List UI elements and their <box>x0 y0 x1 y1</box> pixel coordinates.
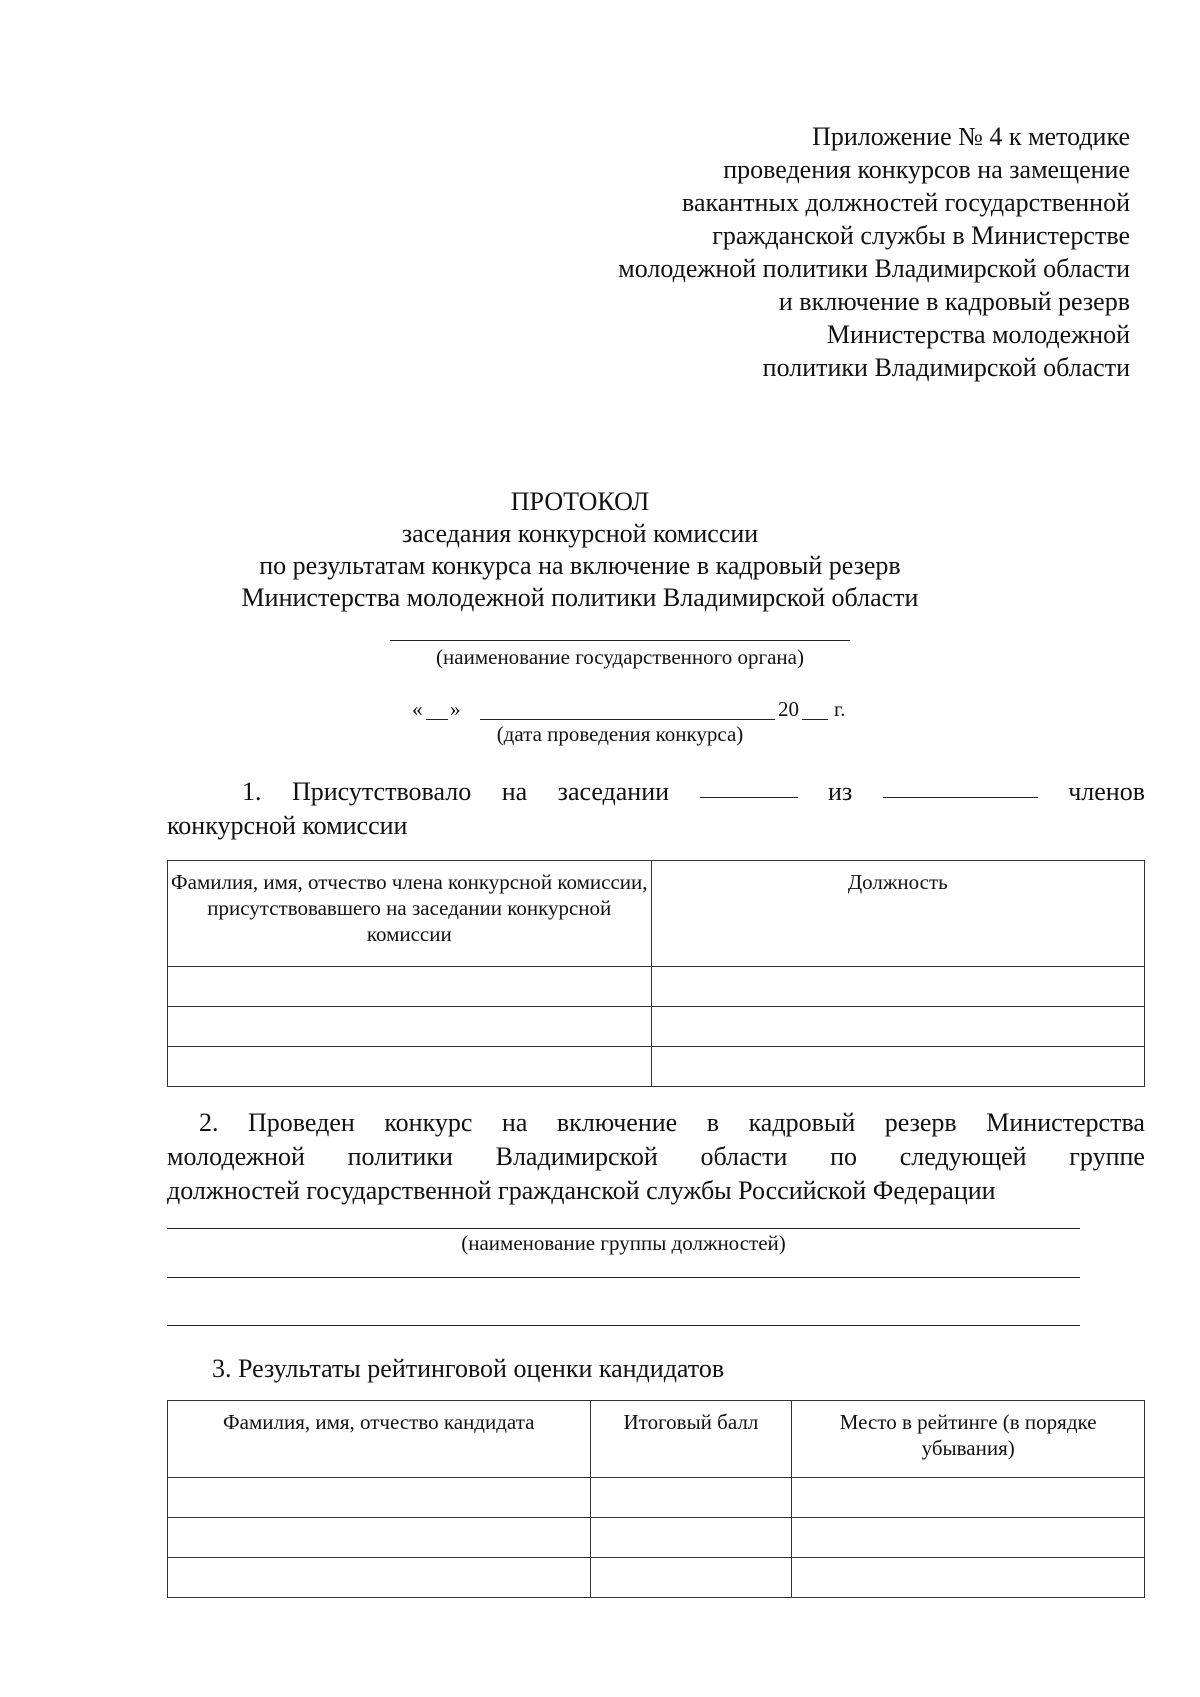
protocol-heading: ПРОТОКОЛ <box>510 487 650 516</box>
section-2-line-3: должностей государственной гражданской службы Российской Федерации <box>167 1176 996 1205</box>
word: политики <box>347 1142 453 1171</box>
section-3-title: 3. Результаты рейтинговой оценки кандидатов <box>212 1354 725 1383</box>
title-line: Министерства молодежной политики Владимирской области <box>241 583 919 612</box>
column-header: Фамилия, имя, отчество кандидата <box>168 1401 591 1478</box>
table-cell <box>168 967 652 1007</box>
table-cell <box>792 1518 1145 1558</box>
protocol-title <box>200 486 960 614</box>
appendix-line: молодежной политики Владимирской области <box>618 254 1130 283</box>
column-header: Итоговый балл <box>590 1401 792 1478</box>
position-group-line <box>167 1325 1080 1326</box>
month-blank <box>480 697 775 720</box>
word: в <box>706 1108 720 1137</box>
word: резерв <box>884 1108 957 1137</box>
appendix-line: Министерства молодежной <box>826 320 1130 349</box>
table-cell <box>651 1007 1144 1047</box>
column-header: Место в рейтинге (в порядке убывания) <box>792 1401 1145 1478</box>
organ-name-caption: (наименование государственного органа) <box>436 645 804 669</box>
table-row <box>168 1558 1145 1598</box>
appendix-reference <box>490 120 1130 384</box>
section-1 <box>167 775 1145 843</box>
title-line: заседания конкурсной комиссии <box>401 519 759 548</box>
word: группе <box>1069 1142 1145 1171</box>
day-blank <box>426 697 448 720</box>
table-cell <box>590 1478 792 1518</box>
date-open-quote: « <box>412 697 423 721</box>
appendix-line: проведения конкурсов на замещение <box>723 155 1130 184</box>
section-2-line-1 <box>167 1106 1145 1140</box>
appendix-line: и включение в кадровый резерв <box>778 287 1130 316</box>
table-cell <box>168 1558 591 1598</box>
word: Присутствовало <box>291 777 472 806</box>
word: на <box>501 777 528 806</box>
column-header: Должность <box>651 861 1144 967</box>
table-header-row <box>168 1401 1145 1478</box>
year-blank <box>802 697 828 720</box>
word: молодежной <box>167 1142 305 1171</box>
commission-members-table <box>167 860 1145 1087</box>
table-cell <box>590 1558 792 1598</box>
word: кадровый <box>748 1108 856 1137</box>
position-group-line <box>167 1228 1080 1229</box>
appendix-line: гражданской службы в Министерстве <box>712 221 1130 250</box>
word: Владимирской <box>495 1142 658 1171</box>
appendix-line: вакантных должностей государственной <box>682 188 1130 217</box>
candidate-rating-table <box>167 1400 1145 1598</box>
title-line: по результатам конкурса на включение в кадровый резерв <box>259 551 901 580</box>
table-row <box>168 1007 1145 1047</box>
table-cell <box>168 1478 591 1518</box>
table-cell <box>168 1047 652 1087</box>
date-close-quote: » <box>450 697 461 721</box>
section-2-line-2 <box>167 1140 1145 1174</box>
table-cell <box>792 1478 1145 1518</box>
table-row <box>168 1518 1145 1558</box>
total-count-blank <box>883 775 1038 798</box>
section-number: 2. <box>199 1108 219 1137</box>
table-cell <box>168 1007 652 1047</box>
table-cell <box>590 1518 792 1558</box>
table-cell <box>651 967 1144 1007</box>
word: области <box>700 1142 788 1171</box>
appendix-line: политики Владимирской области <box>762 353 1130 382</box>
year-suffix: г. <box>834 697 846 721</box>
organ-name-line <box>390 640 850 641</box>
table-cell <box>651 1047 1144 1087</box>
section-1-line-2: конкурсной комиссии <box>167 811 408 840</box>
word: Проведен <box>248 1108 355 1137</box>
word: заседании <box>557 777 670 806</box>
column-header: Фамилия, имя, отчество члена конкурсной комиссии, присутствовавшего на заседании конкурсной комиссии <box>168 861 652 967</box>
appendix-line: Приложение № 4 к методике <box>812 122 1130 151</box>
section-number: 1. <box>242 777 262 806</box>
table-header-row <box>168 861 1145 967</box>
table-cell <box>168 1518 591 1558</box>
word: конкурс <box>384 1108 473 1137</box>
word: Министерства <box>986 1108 1145 1137</box>
word: на <box>501 1108 528 1137</box>
table-row <box>168 967 1145 1007</box>
date-caption: (дата проведения конкурса) <box>496 722 744 746</box>
table-row <box>168 1478 1145 1518</box>
table-cell <box>792 1558 1145 1598</box>
date-line <box>400 697 860 723</box>
word: из <box>828 777 853 806</box>
word: членов <box>1068 777 1145 806</box>
section-2 <box>167 1106 1145 1208</box>
position-group-caption: (наименование группы должностей) <box>461 1231 786 1255</box>
table-row <box>168 1047 1145 1087</box>
word: по <box>830 1142 857 1171</box>
word: следующей <box>899 1142 1027 1171</box>
present-count-blank <box>700 775 798 798</box>
word: включение <box>556 1108 678 1137</box>
position-group-line <box>167 1277 1080 1278</box>
section-1-line-1 <box>167 775 1145 809</box>
year-prefix: 20 <box>778 697 799 721</box>
